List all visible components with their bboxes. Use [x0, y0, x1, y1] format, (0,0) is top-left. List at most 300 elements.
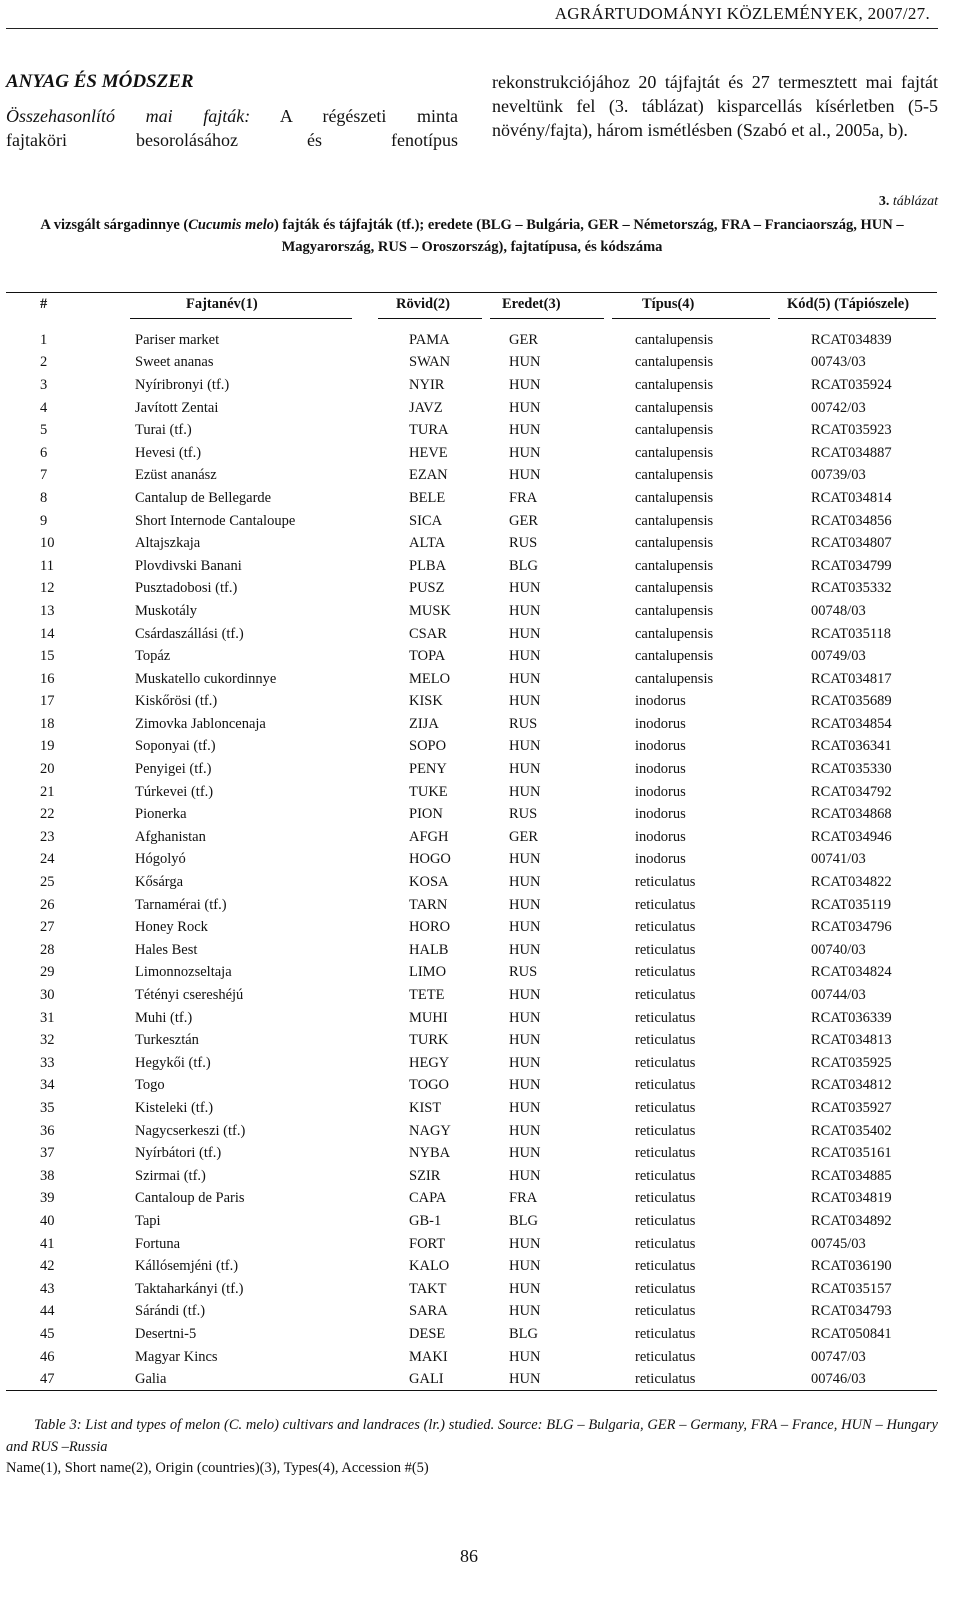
- cell-origin: HUN: [509, 783, 541, 800]
- cell-type: cantalupensis: [635, 625, 714, 642]
- table-row: [6, 1255, 938, 1278]
- cell-short: PION: [409, 806, 443, 823]
- table-row: [6, 1323, 938, 1346]
- cell-num: 24: [40, 851, 55, 868]
- cell-name: Nyíribronyi (tf.): [135, 376, 230, 393]
- table-row: [6, 1210, 938, 1233]
- cell-origin: HUN: [509, 693, 541, 710]
- cell-num: 11: [40, 557, 54, 574]
- cell-code: RCAT034824: [811, 964, 892, 981]
- cell-num: 18: [40, 715, 55, 732]
- cell-short: FORT: [409, 1235, 446, 1252]
- cell-num: 17: [40, 693, 55, 710]
- cell-short: KIST: [409, 1099, 442, 1116]
- cell-origin: HUN: [509, 761, 541, 778]
- cell-short: GB-1: [409, 1212, 442, 1229]
- cell-type: reticulatus: [635, 919, 696, 936]
- table-row: [6, 803, 938, 826]
- table-row: [6, 510, 938, 533]
- table-label-word: táblázat: [892, 194, 938, 209]
- cell-code: RCAT034819: [811, 1190, 892, 1207]
- cell-name: Short Internode Cantaloupe: [135, 512, 296, 529]
- cell-short: CSAR: [409, 625, 447, 642]
- cell-origin: HUN: [509, 602, 541, 619]
- table-row: [6, 555, 938, 578]
- cell-type: reticulatus: [635, 1054, 696, 1071]
- running-header: AGRÁRTUDOMÁNYI KÖZLEMÉNYEK, 2007/27.: [554, 4, 930, 23]
- cell-short: KOSA: [409, 874, 449, 891]
- cell-name: Túrkevei (tf.): [135, 783, 214, 800]
- table-row: [6, 1075, 938, 1098]
- cell-origin: HUN: [509, 738, 541, 755]
- table-row: [6, 352, 938, 375]
- header-num: #: [40, 296, 48, 312]
- cell-num: 44: [40, 1303, 55, 1320]
- header-rule-code: [778, 318, 936, 319]
- cell-short: PAMA: [409, 331, 450, 348]
- cell-name: Tapi: [135, 1212, 161, 1229]
- cell-short: TUKE: [409, 783, 448, 800]
- cell-code: RCAT035923: [811, 422, 892, 439]
- table-row: [6, 532, 938, 555]
- cell-code: 00740/03: [811, 941, 866, 958]
- table-body: [6, 329, 938, 1391]
- cell-name: Desertni-5: [135, 1325, 197, 1342]
- cell-short: TAKT: [409, 1280, 447, 1297]
- cell-num: 35: [40, 1099, 55, 1116]
- table-row: [6, 691, 938, 714]
- header-rule-origin: [490, 318, 604, 319]
- cell-type: reticulatus: [635, 1325, 696, 1342]
- cell-type: reticulatus: [635, 1348, 696, 1365]
- cell-name: Penyigei (tf.): [135, 761, 212, 778]
- table-bottom-rule: [6, 1390, 937, 1391]
- left-paragraph-line1: [6, 104, 458, 128]
- cell-num: 40: [40, 1212, 55, 1229]
- cell-origin: HUN: [509, 444, 541, 461]
- caption-species: Cucumis melo: [188, 217, 275, 233]
- table-label: [879, 194, 938, 210]
- cell-num: 5: [40, 422, 48, 439]
- cell-origin: HUN: [509, 919, 541, 936]
- cell-type: cantalupensis: [635, 535, 714, 552]
- cell-origin: GER: [509, 512, 538, 529]
- cell-name: Soponyai (tf.): [135, 738, 216, 755]
- table-row: [6, 984, 938, 1007]
- cell-short: HEGY: [409, 1054, 450, 1071]
- cell-type: reticulatus: [635, 1167, 696, 1184]
- cell-code: 00745/03: [811, 1235, 866, 1252]
- table-row: [6, 1368, 938, 1391]
- cell-short: GALI: [409, 1371, 444, 1388]
- table-row: [6, 1233, 938, 1256]
- cell-short: TURK: [409, 1032, 449, 1049]
- cell-origin: HUN: [509, 1099, 541, 1116]
- cell-name: Cantalup de Bellegarde: [135, 489, 272, 506]
- cell-num: 43: [40, 1280, 55, 1297]
- cell-origin: BLG: [509, 1325, 538, 1342]
- header-origin: Eredet(3): [502, 296, 561, 312]
- header-name: Fajtanév(1): [186, 296, 258, 312]
- cell-code: RCAT034793: [811, 1303, 892, 1320]
- cell-num: 41: [40, 1235, 55, 1252]
- table-row: [6, 713, 938, 736]
- table-row: [6, 939, 938, 962]
- cell-code: RCAT035924: [811, 376, 892, 393]
- cell-name: Taktaharkányi (tf.): [135, 1280, 244, 1297]
- cell-code: RCAT034885: [811, 1167, 892, 1184]
- cell-type: cantalupensis: [635, 602, 714, 619]
- cell-code: RCAT034946: [811, 828, 892, 845]
- cell-name: Kisteleki (tf.): [135, 1099, 214, 1116]
- cell-num: 6: [40, 444, 48, 461]
- cell-num: 47: [40, 1371, 55, 1388]
- table-row: [6, 1120, 938, 1143]
- cell-name: Muhi (tf.): [135, 1009, 193, 1026]
- cell-code: 00747/03: [811, 1348, 866, 1365]
- cell-type: reticulatus: [635, 1077, 696, 1094]
- cell-code: 00741/03: [811, 851, 866, 868]
- cell-num: 2: [40, 354, 48, 371]
- table-row: [6, 1007, 938, 1030]
- cell-origin: GER: [509, 828, 538, 845]
- cell-num: 31: [40, 1009, 55, 1026]
- table-row: [6, 916, 938, 939]
- header-short: Rövid(2): [396, 296, 450, 312]
- cell-short: AFGH: [409, 828, 449, 845]
- cell-short: HOGO: [409, 851, 451, 868]
- cell-origin: HUN: [509, 1167, 541, 1184]
- cell-type: reticulatus: [635, 1303, 696, 1320]
- left-column: [6, 70, 458, 152]
- right-paragraph: rekonstrukciójához 20 tájfajtát és 27 termesztett mai fajtát neveltünk fel (3. táblázat) kisparcellás kísérletben (5-5 növény/fajta), három ismétlésben (Szabó et al., 2005a, b).: [492, 72, 938, 140]
- cell-type: inodorus: [635, 783, 686, 800]
- cell-code: RCAT050841: [811, 1325, 892, 1342]
- cell-short: NYIR: [409, 376, 445, 393]
- cell-short: DESE: [409, 1325, 446, 1342]
- table-header-row: [6, 296, 938, 320]
- cell-type: cantalupensis: [635, 399, 714, 416]
- cell-type: reticulatus: [635, 1099, 696, 1116]
- cell-type: cantalupensis: [635, 467, 714, 484]
- cell-short: KISK: [409, 693, 443, 710]
- cell-origin: BLG: [509, 557, 538, 574]
- cell-type: inodorus: [635, 693, 686, 710]
- cell-code: RCAT034792: [811, 783, 892, 800]
- cell-type: inodorus: [635, 761, 686, 778]
- cell-origin: HUN: [509, 580, 541, 597]
- cell-short: PLBA: [409, 557, 447, 574]
- header-rule-name: [130, 318, 352, 319]
- cell-origin: HUN: [509, 987, 541, 1004]
- cell-short: HORO: [409, 919, 451, 936]
- cell-num: 34: [40, 1077, 55, 1094]
- cell-code: RCAT034822: [811, 874, 892, 891]
- cell-type: reticulatus: [635, 1032, 696, 1049]
- cell-name: Togo: [135, 1077, 165, 1094]
- cell-type: reticulatus: [635, 1122, 696, 1139]
- cell-origin: GER: [509, 331, 538, 348]
- cell-origin: FRA: [509, 489, 538, 506]
- cell-origin: HUN: [509, 376, 541, 393]
- left-paragraph-rest: A régészeti minta: [279, 106, 459, 126]
- cell-type: reticulatus: [635, 1235, 696, 1252]
- cell-code: RCAT034887: [811, 444, 892, 461]
- cell-num: 16: [40, 670, 55, 687]
- table-top-rule: [6, 292, 937, 293]
- cell-name: Muskatello cukordinnye: [135, 670, 277, 687]
- cell-name: Magyar Kincs: [135, 1348, 218, 1365]
- table-row: [6, 1346, 938, 1369]
- cell-code: RCAT034856: [811, 512, 892, 529]
- cell-type: cantalupensis: [635, 512, 714, 529]
- cell-name: Hevesi (tf.): [135, 444, 202, 461]
- cell-short: CAPA: [409, 1190, 447, 1207]
- column-legend: Name(1), Short name(2), Origin (countries)(3), Types(4), Accession #(5): [6, 1460, 429, 1476]
- cell-code: RCAT034796: [811, 919, 892, 936]
- cell-code: 00743/03: [811, 354, 866, 371]
- cell-code: 00742/03: [811, 399, 866, 416]
- cell-num: 32: [40, 1032, 55, 1049]
- cell-num: 12: [40, 580, 55, 597]
- cell-name: Hegykői (tf.): [135, 1054, 211, 1071]
- cell-name: Fortuna: [135, 1235, 181, 1252]
- cell-num: 25: [40, 874, 55, 891]
- table-row: [6, 1052, 938, 1075]
- cell-code: RCAT035927: [811, 1099, 892, 1116]
- cell-code: RCAT034813: [811, 1032, 892, 1049]
- cell-num: 4: [40, 399, 48, 416]
- cell-name: Honey Rock: [135, 919, 208, 936]
- cultivar-table: [6, 329, 938, 1391]
- table-row: [6, 1142, 938, 1165]
- cell-name: Afghanistan: [135, 828, 206, 845]
- cell-short: HALB: [409, 941, 449, 958]
- cell-origin: HUN: [509, 896, 541, 913]
- cell-name: Turkesztán: [135, 1032, 199, 1049]
- cell-type: reticulatus: [635, 941, 696, 958]
- table-row: [6, 1097, 938, 1120]
- cell-short: MUSK: [409, 602, 451, 619]
- cell-origin: HUN: [509, 1077, 541, 1094]
- left-paragraph-line2: fajtaköri besorolásához és fenotípus: [6, 130, 458, 150]
- cell-type: inodorus: [635, 806, 686, 823]
- header-rule-short: [378, 318, 482, 319]
- cell-name: Zimovka Jabloncenaja: [135, 715, 266, 732]
- cell-origin: HUN: [509, 1122, 541, 1139]
- cell-type: cantalupensis: [635, 354, 714, 371]
- cell-type: inodorus: [635, 851, 686, 868]
- cell-origin: HUN: [509, 874, 541, 891]
- table-row: [6, 826, 938, 849]
- cell-origin: RUS: [509, 806, 538, 823]
- cell-short: NAGY: [409, 1122, 451, 1139]
- cell-num: 46: [40, 1348, 55, 1365]
- cell-code: RCAT035925: [811, 1054, 892, 1071]
- cell-num: 36: [40, 1122, 55, 1139]
- cell-name: Kiskőrösi (tf.): [135, 693, 218, 710]
- table-row: [6, 1278, 938, 1301]
- cell-type: reticulatus: [635, 1258, 696, 1275]
- cell-origin: HUN: [509, 399, 541, 416]
- cell-name: Altajszkaja: [135, 535, 201, 552]
- cell-num: 3: [40, 376, 48, 393]
- cell-num: 13: [40, 602, 55, 619]
- cell-name: Galia: [135, 1371, 167, 1388]
- cell-num: 1: [40, 331, 48, 348]
- cell-code: RCAT034839: [811, 331, 892, 348]
- cell-short: MUHI: [409, 1009, 448, 1026]
- cell-short: HEVE: [409, 444, 448, 461]
- cell-type: cantalupensis: [635, 580, 714, 597]
- cell-origin: BLG: [509, 1212, 538, 1229]
- cell-short: JAVZ: [409, 399, 443, 416]
- caption-pre: A vizsgált sárgadinnye (: [40, 217, 189, 233]
- cell-type: cantalupensis: [635, 670, 714, 687]
- cell-code: RCAT036341: [811, 738, 892, 755]
- cell-num: 10: [40, 535, 55, 552]
- cell-name: Pariser market: [135, 331, 220, 348]
- cell-num: 7: [40, 467, 48, 484]
- cell-num: 9: [40, 512, 48, 529]
- cell-code: RCAT035402: [811, 1122, 892, 1139]
- table-row: [6, 578, 938, 601]
- table-row: [6, 894, 938, 917]
- cell-origin: HUN: [509, 467, 541, 484]
- cell-short: NYBA: [409, 1145, 451, 1162]
- cell-name: Hales Best: [135, 941, 198, 958]
- cell-name: Muskotály: [135, 602, 198, 619]
- table-row: [6, 1029, 938, 1052]
- cell-code: 00739/03: [811, 467, 866, 484]
- cell-short: SWAN: [409, 354, 451, 371]
- cell-name: Sárándi (tf.): [135, 1303, 206, 1320]
- cell-num: 22: [40, 806, 55, 823]
- cell-num: 23: [40, 828, 55, 845]
- table-row: [6, 736, 938, 759]
- table-row: [6, 623, 938, 646]
- cell-short: TURA: [409, 422, 449, 439]
- cell-num: 8: [40, 489, 48, 506]
- cell-code: 00748/03: [811, 602, 866, 619]
- cell-name: Topáz: [135, 648, 171, 665]
- cell-type: cantalupensis: [635, 444, 714, 461]
- cell-short: TETE: [409, 987, 445, 1004]
- caption-post: ) fajták és tájfajták (tf.); eredete (BLG – Bulgária, GER – Németország, FRA – Franciaország, HUN – Magyarország, RUS – Oroszország), fajtatípusa, és kódszáma: [274, 217, 904, 255]
- cell-code: RCAT035330: [811, 761, 892, 778]
- cell-code: RCAT035157: [811, 1280, 892, 1297]
- cell-name: Tarnamérai (tf.): [135, 896, 227, 913]
- cell-type: reticulatus: [635, 964, 696, 981]
- cell-name: Plovdivski Banani: [135, 557, 242, 574]
- cell-name: Nagycserkeszi (tf.): [135, 1122, 246, 1139]
- english-caption: Table 3: List and types of melon (C. melo) cultivars and landraces (lr.) studied. Source: BLG – Bulgaria, GER – Germany, FRA – France, HUN – Hungary and RUS –Russia: [6, 1417, 938, 1455]
- cell-name: Cantaloup de Paris: [135, 1190, 245, 1207]
- cell-code: RCAT035161: [811, 1145, 892, 1162]
- table-row: [6, 329, 938, 352]
- cell-origin: HUN: [509, 1032, 541, 1049]
- cell-origin: HUN: [509, 1303, 541, 1320]
- cell-type: cantalupensis: [635, 557, 714, 574]
- table-row: [6, 962, 938, 985]
- cell-short: LIMO: [409, 964, 447, 981]
- table-row: [6, 758, 938, 781]
- cell-name: Szirmai (tf.): [135, 1167, 206, 1184]
- cell-type: cantalupensis: [635, 648, 714, 665]
- cell-num: 15: [40, 648, 55, 665]
- cell-origin: RUS: [509, 964, 538, 981]
- cell-short: TARN: [409, 896, 448, 913]
- cell-type: cantalupensis: [635, 376, 714, 393]
- cell-origin: HUN: [509, 1009, 541, 1026]
- cell-num: 28: [40, 941, 55, 958]
- cell-origin: RUS: [509, 535, 538, 552]
- cell-short: EZAN: [409, 467, 448, 484]
- cell-num: 26: [40, 896, 55, 913]
- cell-num: 21: [40, 783, 55, 800]
- cell-code: RCAT034799: [811, 557, 892, 574]
- cell-num: 30: [40, 987, 55, 1004]
- table-row: [6, 419, 938, 442]
- cell-num: 29: [40, 964, 55, 981]
- cell-short: SZIR: [409, 1167, 441, 1184]
- cell-short: ZIJA: [409, 715, 439, 732]
- cell-num: 14: [40, 625, 55, 642]
- cell-code: RCAT034812: [811, 1077, 892, 1094]
- cell-type: inodorus: [635, 715, 686, 732]
- cell-code: RCAT034854: [811, 715, 892, 732]
- cell-num: 39: [40, 1190, 55, 1207]
- cell-short: MELO: [409, 670, 451, 687]
- table-row: [6, 871, 938, 894]
- cell-code: RCAT036190: [811, 1258, 892, 1275]
- cell-name: Tétényi csereshéjú: [135, 987, 244, 1004]
- table-row: [6, 374, 938, 397]
- cell-type: reticulatus: [635, 896, 696, 913]
- cell-short: BELE: [409, 489, 446, 506]
- table-row: [6, 1301, 938, 1324]
- cell-name: Turai (tf.): [135, 422, 192, 439]
- cell-type: cantalupensis: [635, 422, 714, 439]
- cell-type: reticulatus: [635, 1145, 696, 1162]
- cell-code: RCAT034868: [811, 806, 892, 823]
- cell-origin: HUN: [509, 1348, 541, 1365]
- cell-name: Hógolyó: [135, 851, 186, 868]
- cell-type: reticulatus: [635, 1280, 696, 1297]
- cell-type: reticulatus: [635, 1371, 696, 1388]
- cell-code: RCAT036339: [811, 1009, 892, 1026]
- header-rule: [6, 28, 938, 29]
- cell-num: 27: [40, 919, 55, 936]
- cell-origin: HUN: [509, 851, 541, 868]
- cell-code: 00744/03: [811, 987, 866, 1004]
- cell-short: KALO: [409, 1258, 450, 1275]
- cell-name: Ezüst ananász: [135, 467, 217, 484]
- table-caption: [6, 214, 938, 258]
- table-row: [6, 487, 938, 510]
- cell-origin: HUN: [509, 422, 541, 439]
- cell-name: Kállósemjéni (tf.): [135, 1258, 239, 1275]
- cell-name: Sweet ananas: [135, 354, 214, 371]
- cell-name: Csárdaszállási (tf.): [135, 625, 244, 642]
- cell-code: 00749/03: [811, 648, 866, 665]
- cell-short: ALTA: [409, 535, 446, 552]
- cell-num: 38: [40, 1167, 55, 1184]
- cell-name: Limonnozseltaja: [135, 964, 232, 981]
- cell-code: RCAT034807: [811, 535, 892, 552]
- table-row: [6, 849, 938, 872]
- cell-origin: HUN: [509, 354, 541, 371]
